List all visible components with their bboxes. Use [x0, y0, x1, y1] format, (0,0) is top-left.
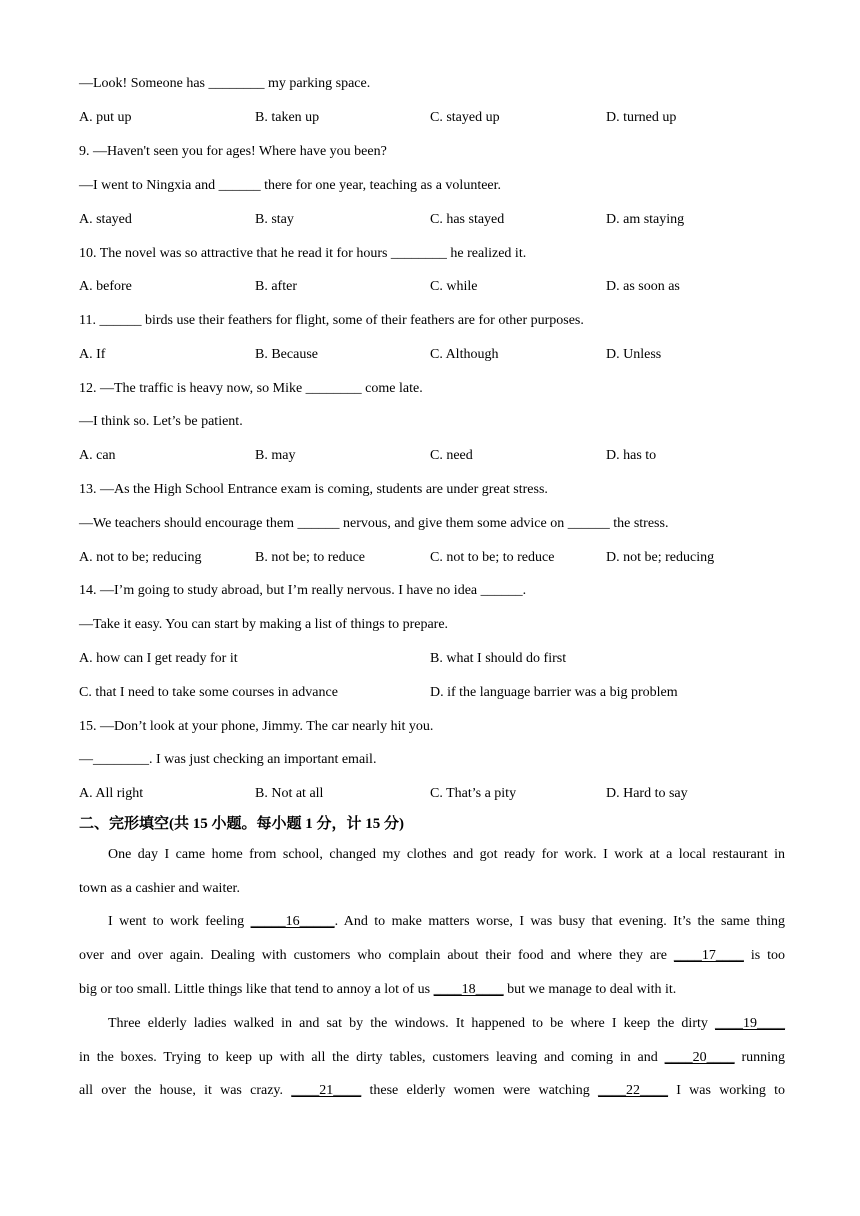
passage-text: Three elderly ladies walked in and sat by the windows. It happened to be where I keep the dirty [108, 1016, 715, 1031]
passage-text: big or too small. Little things like that tend to annoy a lot of us [79, 982, 434, 997]
passage-text: but we manage to deal with it. [503, 982, 677, 997]
q14-answer-line: —Take it easy. You can start by making a list of things to prepare. [79, 617, 449, 632]
q13-answer-line: —We teachers should encourage them ______ nervous, and give them some advice on ______ the stress. [79, 516, 669, 531]
blank-22: ____22____ [598, 1083, 669, 1098]
q15-answer-line: —________. I was just checking an important email. [79, 752, 377, 767]
blank-18: ____18____ [433, 982, 504, 997]
q12-option-d: D. has to [606, 448, 657, 463]
q10-question: 10. The novel was so attractive that he read it for hours ________ he realized it. [79, 246, 527, 261]
blank-21: ____21____ [291, 1083, 362, 1098]
q11-option-d: D. Unless [606, 347, 662, 362]
q14-option-a: A. how can I get ready for it [79, 651, 238, 666]
q9-option-a: A. stayed [79, 212, 132, 227]
q12-option-a: A. can [79, 448, 116, 463]
passage-p2-line1 [79, 913, 785, 931]
q10-option-a: A. before [79, 279, 132, 294]
passage-text: running [734, 1050, 785, 1065]
q15-option-d: D. Hard to say [606, 786, 688, 801]
q11-option-a: A. If [79, 347, 106, 362]
passage-p3-line2 [79, 1049, 785, 1067]
q15-option-c: C. That’s a pity [430, 786, 517, 801]
passage-text: over and over again. Dealing with customers who complain about their food and where they are [79, 948, 674, 963]
passage-p2-line3 [79, 981, 676, 999]
q13-option-b: B. not be; to reduce [255, 550, 366, 565]
q13-option-c: C. not to be; to reduce [430, 550, 555, 565]
q11-question: 11. ______ birds use their feathers for flight, some of their feathers are for other purposes. [79, 313, 584, 328]
q15-option-a: A. All right [79, 786, 144, 801]
q11-option-b: B. Because [255, 347, 318, 362]
blank-20: ____20____ [664, 1050, 735, 1065]
q9-option-b: B. stay [255, 212, 294, 227]
q14-question: 14. —I’m going to study abroad, but I’m really nervous. I have no idea ______. [79, 583, 527, 598]
q9-answer-line: —I went to Ningxia and ______ there for one year, teaching as a volunteer. [79, 178, 502, 193]
passage-text: . And to make matters worse, I was busy that evening. It’s the same thing [334, 914, 785, 929]
q9-question: 9. —Haven't seen you for ages! Where have you been? [79, 144, 387, 159]
q13-option-a: A. not to be; reducing [79, 550, 202, 565]
passage-text: I was working to [668, 1083, 785, 1098]
q13-question: 13. —As the High School Entrance exam is coming, students are under great stress. [79, 482, 548, 497]
passage-text: I went to work feeling [108, 914, 251, 929]
q10-option-d: D. as soon as [606, 279, 680, 294]
q8-option-d: D. turned up [606, 110, 677, 125]
q12-answer-line: —I think so. Let’s be patient. [79, 414, 243, 429]
q8-answer-line: —Look! Someone has ________ my parking space. [79, 76, 371, 91]
passage-p1-line2: town as a cashier and waiter. [79, 881, 240, 896]
passage-p1-line1: One day I came home from school, changed my clothes and got ready for work. I work at a local restaurant in [108, 847, 785, 862]
q9-option-c: C. has stayed [430, 212, 505, 227]
passage-text: is too [743, 948, 785, 963]
q11-option-c: C. Although [430, 347, 499, 362]
passage-text: all over the house, it was crazy. [79, 1083, 292, 1098]
q8-option-b: B. taken up [255, 110, 320, 125]
passage-text: in the boxes. Trying to keep up with all the dirty tables, customers leaving and coming in and [79, 1050, 665, 1065]
section-heading: 二、完形填空(共 15 小题。每小题 1 分，计 15 分) [79, 816, 404, 832]
passage-text: these elderly women were watching [361, 1083, 599, 1098]
passage-p2-line2 [79, 947, 785, 965]
blank-16: _____16_____ [250, 914, 335, 929]
q15-question: 15. —Don’t look at your phone, Jimmy. The car nearly hit you. [79, 719, 434, 734]
passage-p3-line3 [79, 1082, 785, 1100]
q14-option-c: C. that I need to take some courses in advance [79, 685, 338, 700]
q10-option-c: C. while [430, 279, 478, 294]
q14-option-b: B. what I should do first [430, 651, 567, 666]
blank-17: ____17____ [673, 948, 744, 963]
q8-option-a: A. put up [79, 110, 132, 125]
passage-p3-line1 [79, 1015, 785, 1033]
q13-option-d: D. not be; reducing [606, 550, 715, 565]
q12-option-b: B. may [255, 448, 296, 463]
q12-question: 12. —The traffic is heavy now, so Mike ________ come late. [79, 381, 423, 396]
q10-option-b: B. after [255, 279, 297, 294]
q15-option-b: B. Not at all [255, 786, 324, 801]
q12-option-c: C. need [430, 448, 473, 463]
q14-option-d: D. if the language barrier was a big problem [430, 685, 678, 700]
blank-19: ____19____ [715, 1016, 785, 1031]
q9-option-d: D. am staying [606, 212, 685, 227]
q8-option-c: C. stayed up [430, 110, 500, 125]
